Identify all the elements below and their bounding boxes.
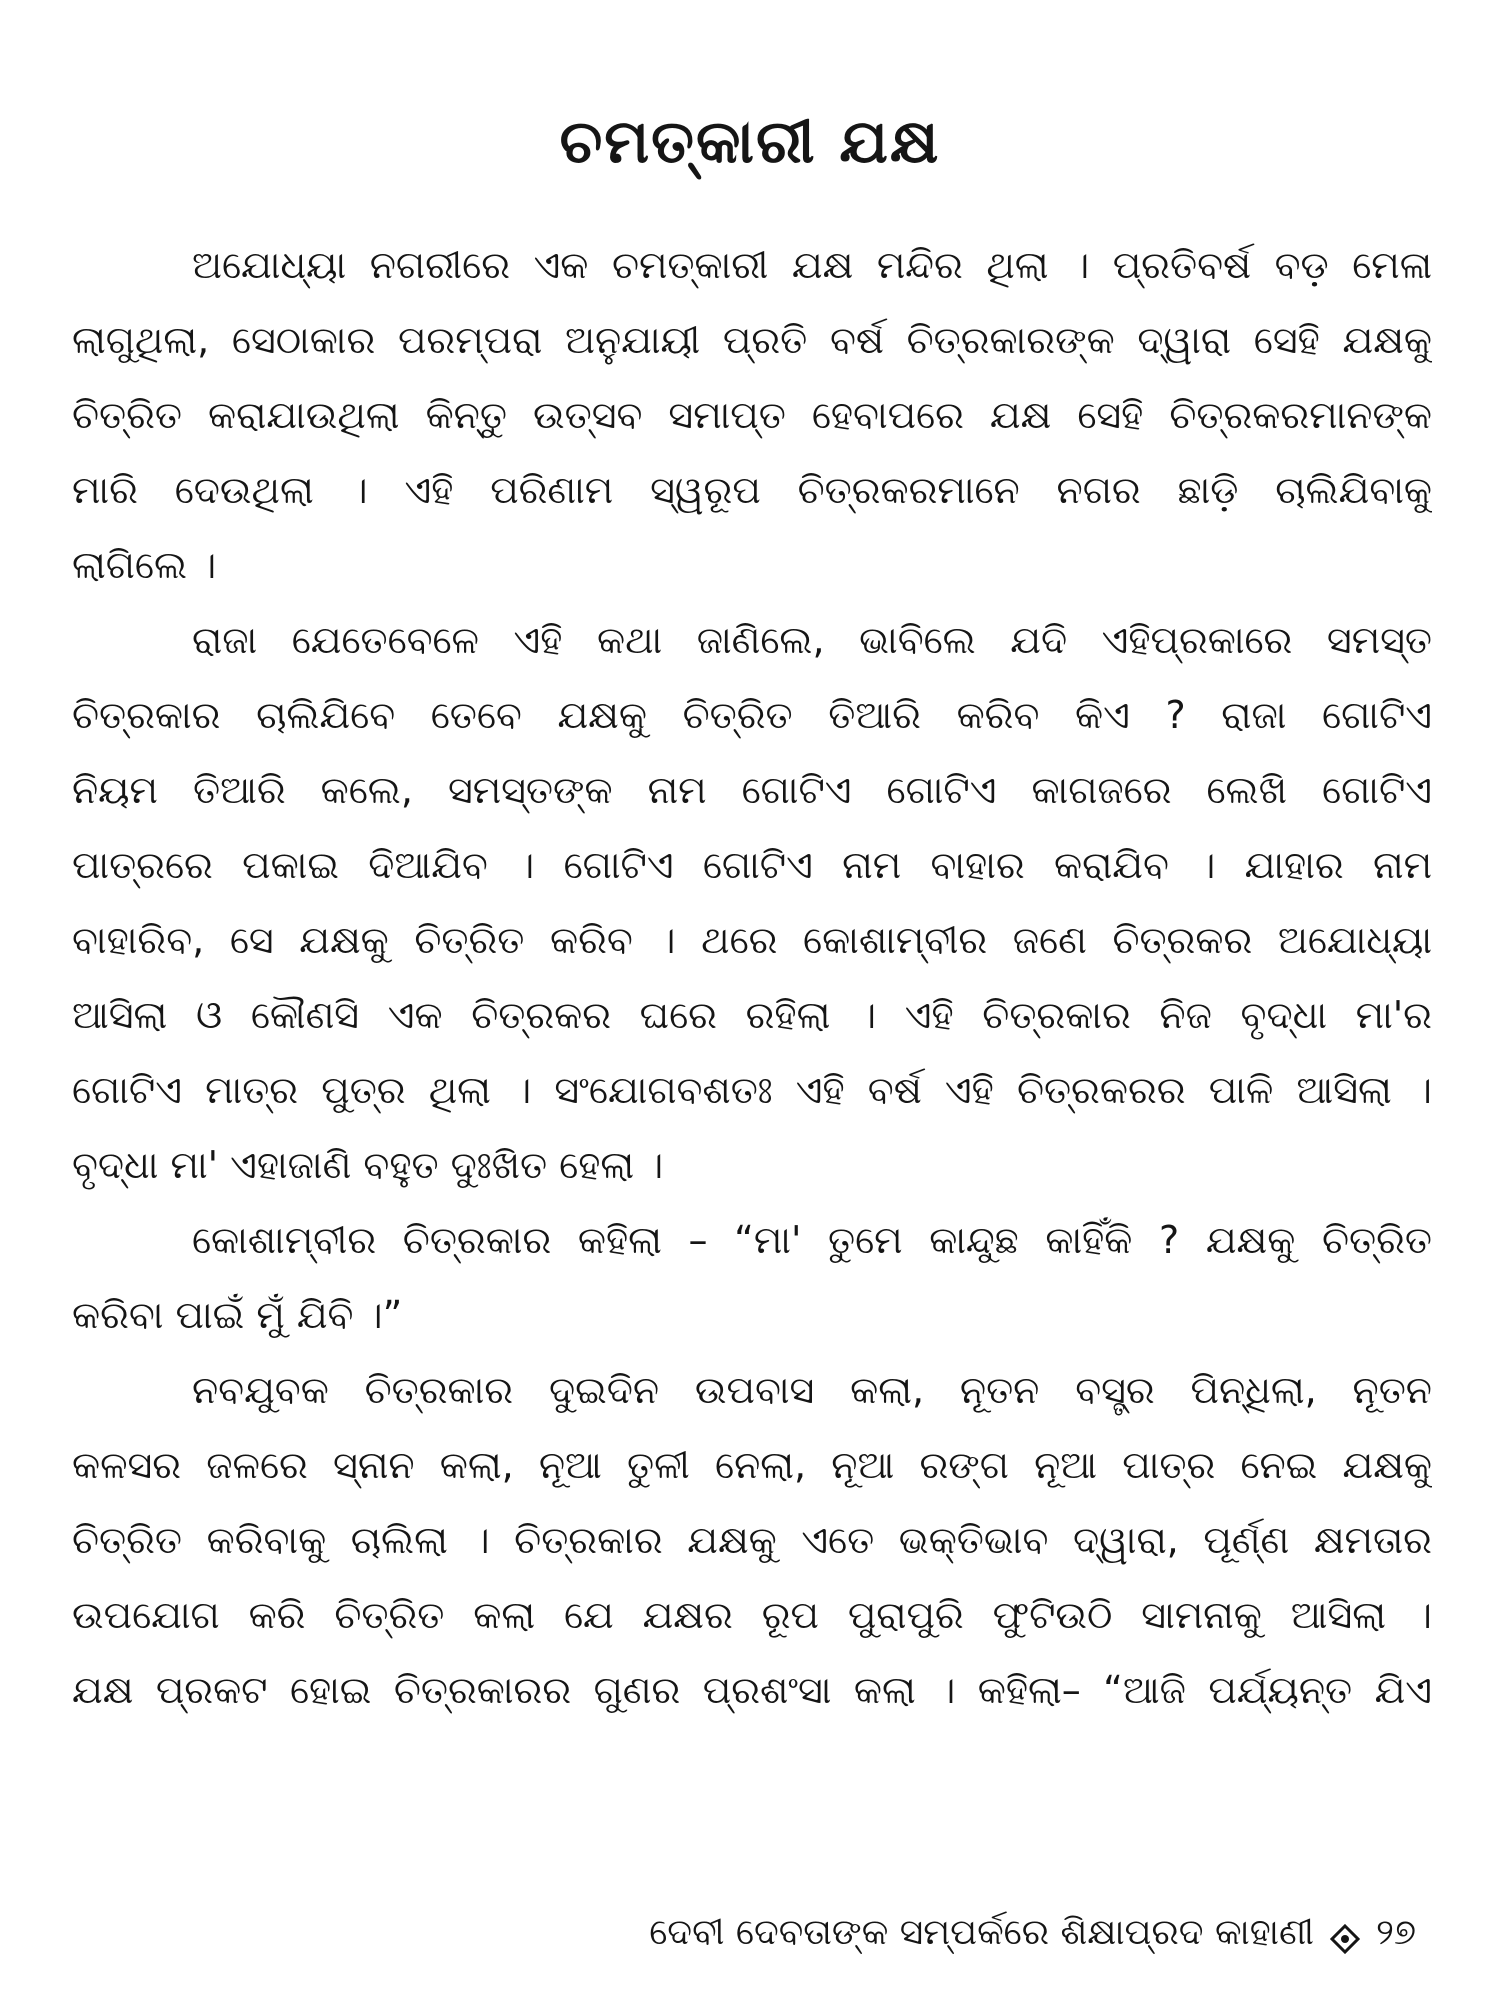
text-line: ମାରି ଦେଉଥିଲା । ଏହି ପରିଣାମ ସ୍ୱରୂପ ଚିତ୍ରକରମାନେ ନଗର ଛାଡ଼ି ଚାଲିଯିବାକୁ: [72, 468, 1432, 512]
text-line: ଚିତ୍ରକାର ଚାଲିଯିବେ ତେବେ ଯକ୍ଷକୁ ଚିତ୍ରିତ ତିଆରି କରିବ କିଏ ? ରାଜା ଗୋଟିଏ: [72, 693, 1432, 737]
text-line: ଲାଗିଲେ ।: [72, 543, 217, 587]
text-line: ନିୟମ ତିଆରି କଲେ, ସମସ୍ତଙ୍କ ନାମ ଗୋଟିଏ ଗୋଟିଏ କାଗଜରେ ଲେଖି ଗୋଟିଏ: [72, 768, 1432, 812]
diamond-icon: [1330, 1918, 1360, 1948]
page-title: ଚମତ୍କାରୀ ଯକ୍ଷ: [559, 107, 941, 178]
text-line: ଯକ୍ଷ ପ୍ରକଟ ହୋଇ ଚିତ୍ରକାରର ଗୁଣର ପ୍ରଶଂସା କଲା । କହିଲା– “ଆଜି ପର୍ଯ୍ୟନ୍ତ ଯିଏ: [72, 1668, 1432, 1712]
text-line: ଉପଯୋଗ କରି ଚିତ୍ରିତ କଲା ଯେ ଯକ୍ଷର ରୂପ ପୁରାପୁରି ଫୁଟିଉଠି ସାମନାକୁ ଆସିଲା ।: [72, 1593, 1432, 1637]
text-line: ରାଜା ଯେତେବେଳେ ଏହି କଥା ଜାଣିଲେ, ଭାବିଲେ ଯଦି ଏହିପ୍ରକାରେ ସମସ୍ତ: [192, 618, 1432, 662]
text-line: କରିବା ପାଇଁ ମୁଁ ଯିବି ।”: [72, 1293, 403, 1337]
text-line: ଆସିଲା ଓ କୌଣସି ଏକ ଚିତ୍ରକର ଘରେ ରହିଲା । ଏହି ଚିତ୍ରକାର ନିଜ ବୃଦ୍ଧା ମା'ର: [72, 993, 1432, 1037]
paragraph-3: [72, 1203, 1432, 1353]
story-body: [72, 228, 1432, 1728]
text-line: ନବଯୁବକ ଚିତ୍ରକାର ଦୁଇଦିନ ଉପବାସ କଲା, ନୂତନ ବସ୍ତ୍ର ପିନ୍ଧିଲା, ନୂତନ: [192, 1368, 1432, 1412]
text-line: ଚିତ୍ରିତ କରାଯାଉଥିଲା କିନ୍ତୁ ଉତ୍ସବ ସମାପ୍ତ ହେବାପରେ ଯକ୍ଷ ସେହି ଚିତ୍ରକରମାନଙ୍କ: [72, 393, 1432, 437]
paragraph-2: [72, 603, 1432, 1203]
text-line: ଅଯୋଧ୍ୟା ନଗରୀରେ ଏକ ଚମତ୍କାରୀ ଯକ୍ଷ ମନ୍ଦିର ଥିଲା । ପ୍ରତିବର୍ଷ ବଡ଼ ମେଳା: [192, 243, 1432, 287]
text-line: ପାତ୍ରରେ ପକାଇ ଦିଆଯିବ । ଗୋଟିଏ ଗୋଟିଏ ନାମ ବାହାର କରାଯିବ । ଯାହାର ନାମ: [72, 843, 1432, 887]
book-title: ଦେବୀ ଦେବତାଙ୍କ ସମ୍ପର୍କରେ ଶିକ୍ଷାପ୍ରଦ କାହାଣୀ: [649, 1912, 1315, 1953]
page-footer: [649, 1908, 1416, 1958]
text-line: ବୃଦ୍ଧା ମା' ଏହାଜାଣି ବହୁତ ଦୁଃଖିତ ହେଲା ।: [72, 1143, 664, 1187]
paragraph-4: [72, 1353, 1432, 1728]
text-line: ଲାଗୁଥିଲା, ସେଠାକାର ପରମ୍ପରା ଅନୁଯାୟୀ ପ୍ରତି ବର୍ଷ ଚିତ୍ରକାରଙ୍କ ଦ୍ୱାରା ସେହି ଯକ୍ଷକୁ: [72, 318, 1432, 362]
text-line: ବାହାରିବ, ସେ ଯକ୍ଷକୁ ଚିତ୍ରିତ କରିବ । ଥରେ କୋଶାମ୍ବୀର ଜଣେ ଚିତ୍ରକର ଅଯୋଧ୍ୟା: [72, 918, 1432, 962]
paragraph-1: [72, 228, 1432, 603]
text-line: କୋଶାମ୍ବୀର ଚିତ୍ରକାର କହିଲା – “ମା' ତୁମେ କାନ୍ଦୁଛ କାହିଁକି ? ଯକ୍ଷକୁ ଚିତ୍ରିତ: [192, 1218, 1432, 1262]
text-line: ଗୋଟିଏ ମାତ୍ର ପୁତ୍ର ଥିଲା । ସଂଯୋଗବଶତଃ ଏହି ବର୍ଷ ଏହି ଚିତ୍ରକରର ପାଳି ଆସିଲା ।: [72, 1068, 1432, 1112]
text-line: ଚିତ୍ରିତ କରିବାକୁ ଚାଲିଲା । ଚିତ୍ରକାର ଯକ୍ଷକୁ ଏତେ ଭକ୍ତିଭାବ ଦ୍ୱାରା, ପୂର୍ଣ୍ଣ କ୍ଷମତାର: [72, 1518, 1432, 1562]
page-number: ୨୭: [1376, 1912, 1416, 1953]
text-line: କଳସର ଜଳରେ ସ୍ନାନ କଲା, ନୂଆ ତୁଳୀ ନେଲା, ନୂଆ ରଙ୍ଗ ନୂଆ ପାତ୍ର ନେଇ ଯକ୍ଷକୁ: [72, 1443, 1432, 1487]
